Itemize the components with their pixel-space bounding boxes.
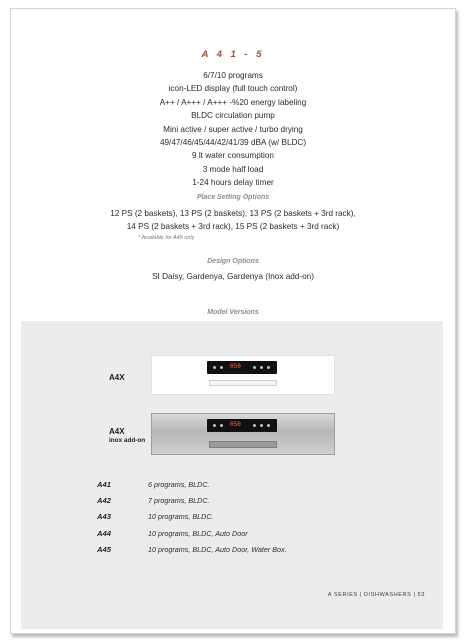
- place-setting-footnote: * Available for A45 only: [138, 235, 195, 241]
- design-title: Design Options: [207, 258, 259, 265]
- variant-name: A4X: [109, 427, 125, 436]
- feature-item: BLDC circulation pump: [191, 111, 275, 121]
- button-dot-icon: [253, 424, 256, 427]
- feature-item: 1-24 hours delay timer: [192, 178, 274, 188]
- feature-item: 6/7/10 programs: [203, 71, 263, 80]
- feature-item: Mini active / super active / turbo drying: [163, 124, 303, 134]
- page-title: A 4 1 - 5: [201, 49, 265, 60]
- button-dot-icon: [267, 366, 270, 369]
- display-readout: 050: [230, 363, 241, 370]
- variant-name: A4X: [109, 373, 125, 382]
- feature-list: [11, 69, 455, 190]
- model-code: A44: [97, 528, 111, 538]
- model-description: 7 programs, BLDC.: [148, 496, 210, 506]
- place-setting-lines: [11, 207, 455, 233]
- dishwasher-white-image: [151, 355, 335, 395]
- model-code: A42: [97, 496, 111, 506]
- display-readout: 050: [230, 421, 241, 428]
- button-dot-icon: [260, 366, 263, 369]
- dishwasher-inox-image: [151, 413, 335, 455]
- control-display: [207, 361, 277, 374]
- button-dot-icon: [220, 366, 223, 369]
- variant-label: [109, 427, 145, 445]
- model-versions-title: Model Versions: [207, 309, 259, 316]
- document-page: [10, 8, 456, 634]
- place-setting-line: 14 PS (2 baskets + 3rd rack), 15 PS (2 baskets + 3rd rack): [126, 222, 340, 231]
- model-description: 10 programs, BLDC.: [148, 512, 214, 522]
- button-dot-icon: [267, 424, 270, 427]
- feature-item: A++ / A+++ / A+++ -%20 energy labeling: [159, 97, 307, 107]
- control-display: [207, 419, 277, 432]
- model-code: A45: [97, 544, 111, 554]
- door-handle: [209, 380, 277, 386]
- button-dot-icon: [213, 366, 216, 369]
- variant-subtitle: inox add-on: [109, 437, 146, 444]
- variant-label: [109, 373, 125, 382]
- model-description: 10 programs, BLDC, Auto Door: [148, 528, 248, 538]
- button-dot-icon: [220, 424, 223, 427]
- design-options-text: SI Daisy, Gardenya, Gardenya (Inox add-on): [152, 272, 314, 281]
- feature-item: 9 lt water consumption: [192, 151, 274, 161]
- feature-item: icon-LED display (full touch control): [168, 84, 298, 94]
- door-handle: [209, 441, 277, 448]
- model-code: A43: [97, 512, 111, 522]
- feature-item: 49/47/46/45/44/42/41/39 dBA (w/ BLDC): [159, 138, 307, 148]
- model-description: 6 programs, BLDC.: [148, 480, 210, 489]
- button-dot-icon: [213, 424, 216, 427]
- button-dot-icon: [260, 424, 263, 427]
- place-setting-line: 12 PS (2 baskets), 13 PS (2 baskets), 13 PS (2 baskets + 3rd rack),: [110, 209, 356, 218]
- page-footer: A SERIES | DISHWASHERS | 53: [327, 592, 425, 598]
- model-description: 10 programs, BLDC, Auto Door, Water Box.: [148, 544, 287, 554]
- feature-item: 3 mode half load: [202, 164, 264, 174]
- model-versions-panel: [21, 321, 443, 629]
- place-setting-title: Place Setting Options: [196, 194, 270, 201]
- button-dot-icon: [253, 366, 256, 369]
- model-code: A41: [97, 480, 111, 489]
